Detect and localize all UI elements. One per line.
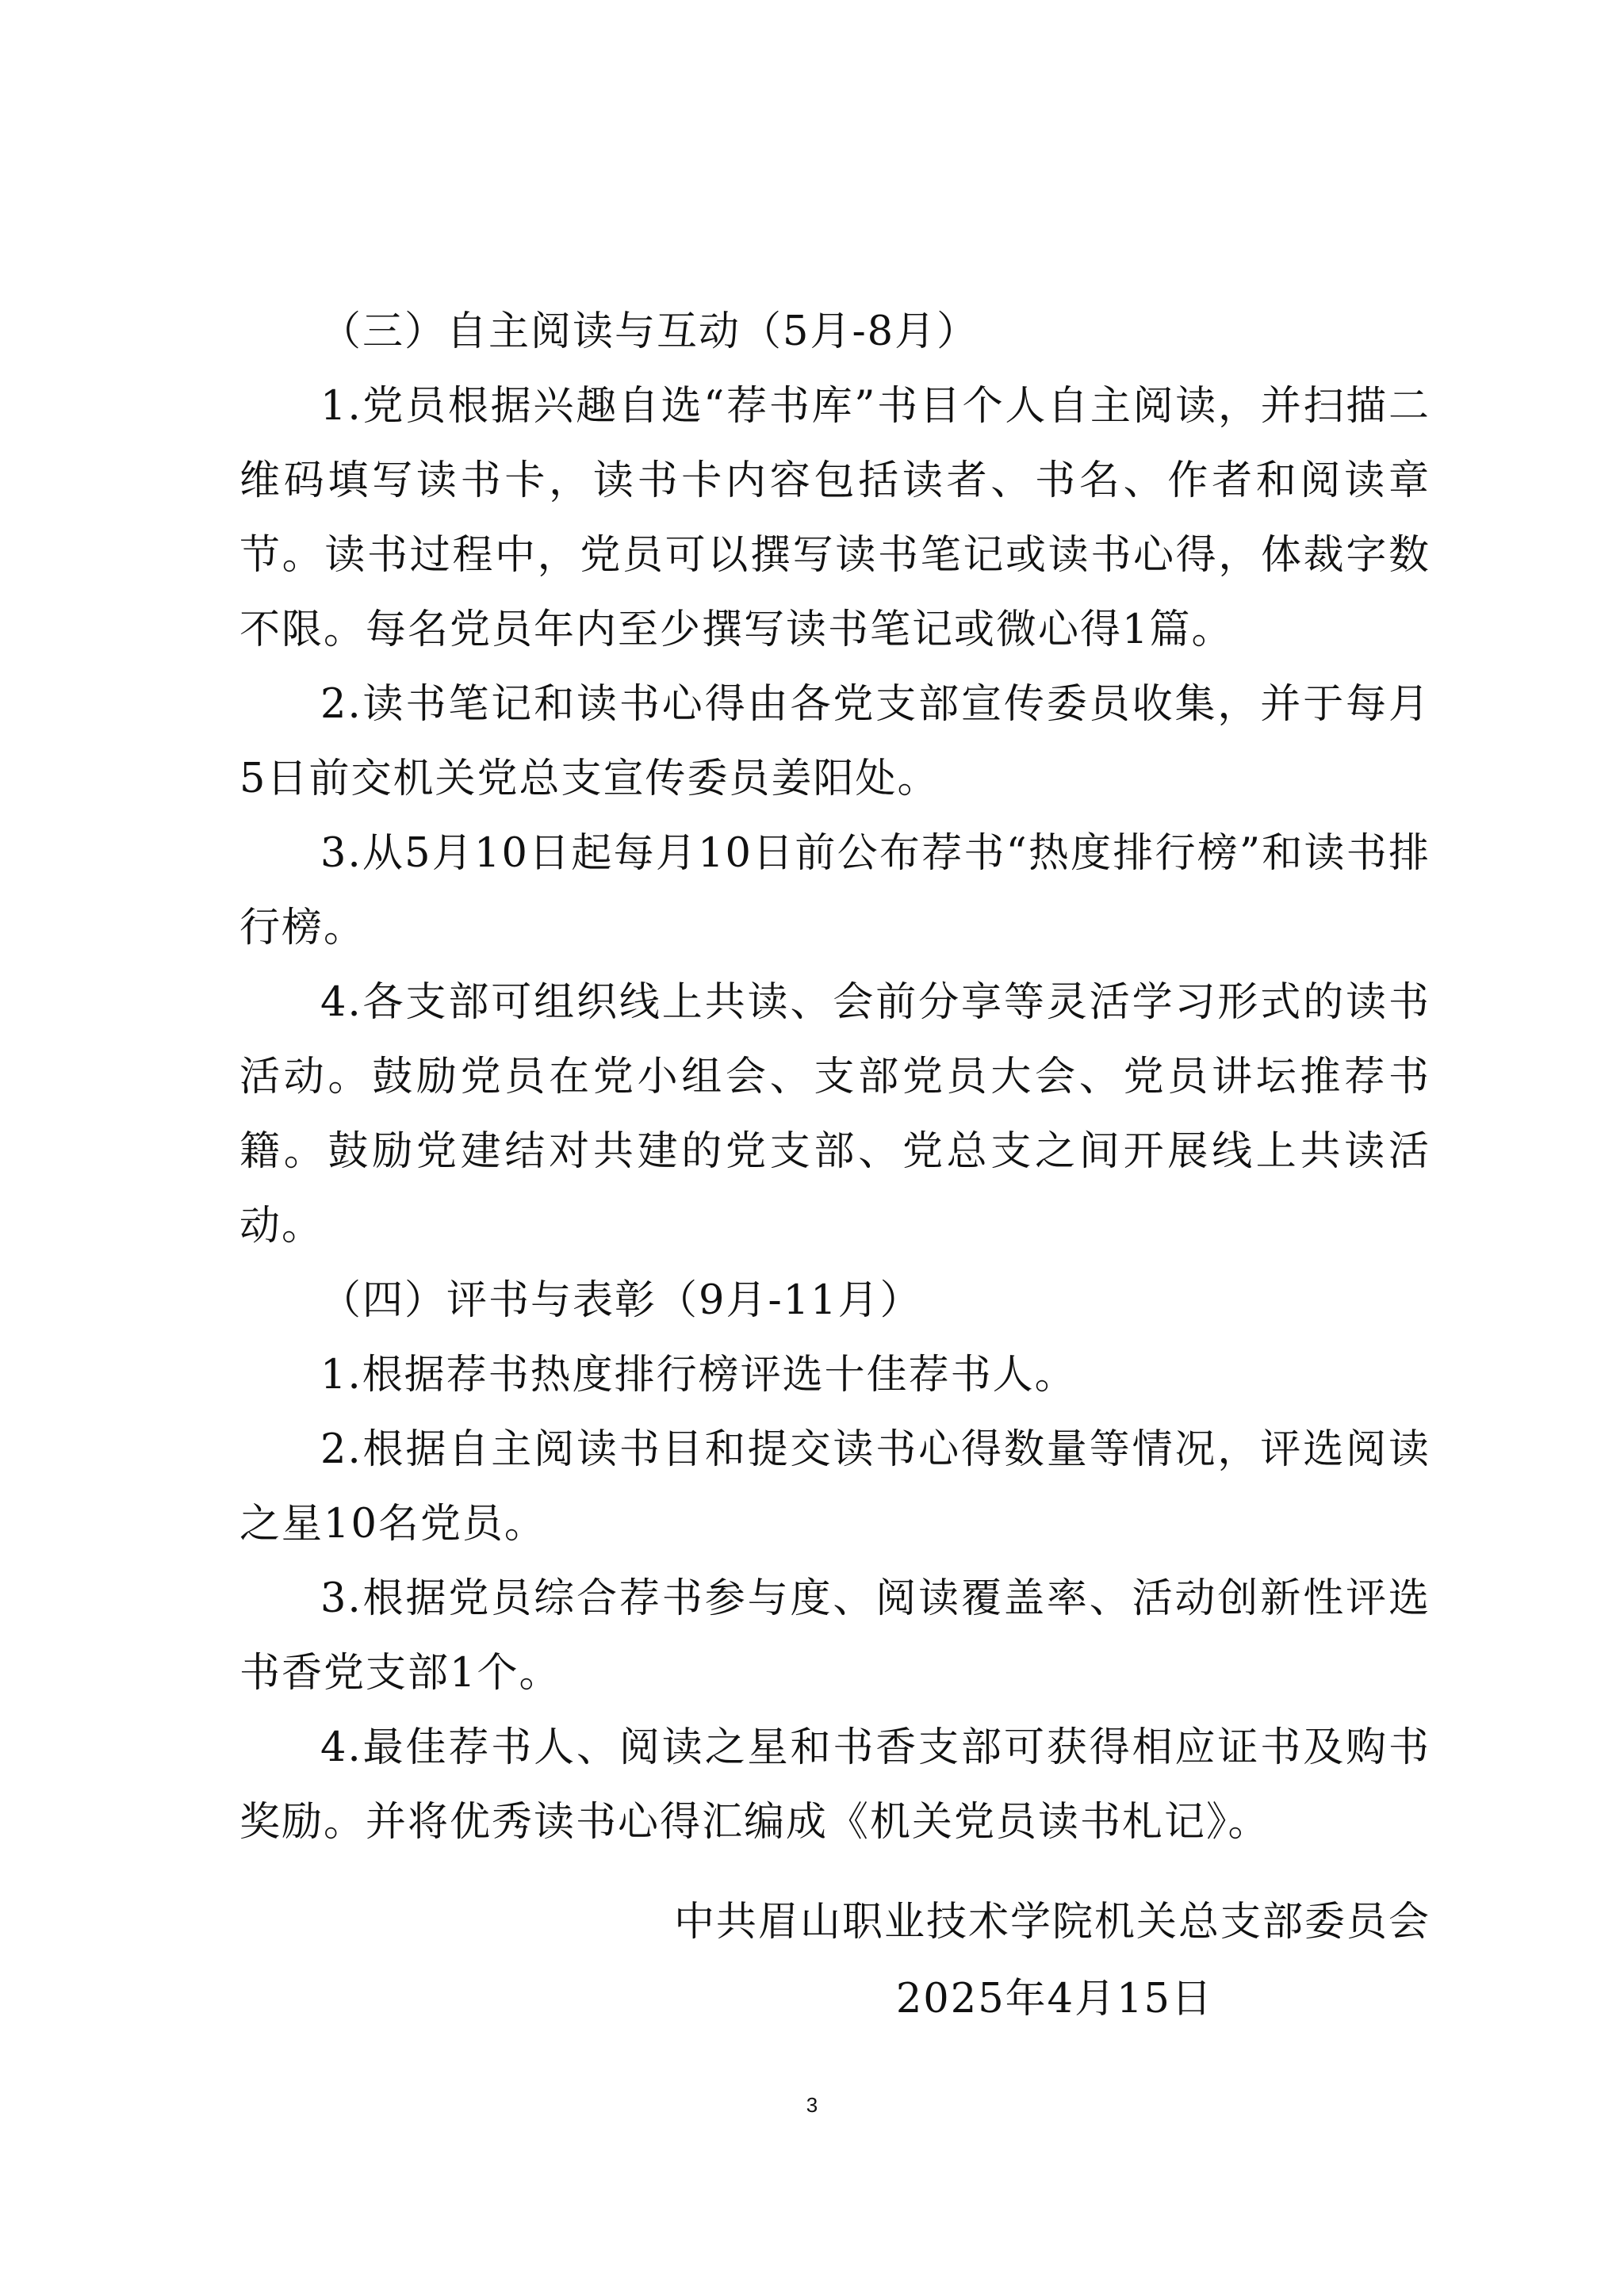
signature-organization: 中共眉山职业技术学院机关总支部委员会 [673, 1899, 1431, 1946]
section-heading-3: （三）自主阅读与互动（5月-8月） [320, 308, 979, 355]
paragraph: 1.根据荐书热度排行榜评选十佳荐书人。 [320, 1352, 1077, 1399]
paragraph: 2.根据自主阅读书目和提交读书心得数量等情况，评选阅读之星10名党员。 [239, 1426, 1431, 1548]
signature-date: 2025年4月15日 [895, 1976, 1213, 2022]
paragraph: 4.各支部可组织线上共读、会前分享等灵活学习形式的读书活动。鼓励党员在党小组会、支部党员大会、党员讲坛推荐书籍。鼓励党建结对共建的党支部、党总支之间开展线上共读活动。 [239, 979, 1431, 1249]
paragraph: 1.党员根据兴趣自选“荐书库”书目个人自主阅读，并扫描二维码填写读书卡，读书卡内容包括读者、书名、作者和阅读章节。读书过程中，党员可以撰写读书笔记或读书心得，体裁字数不限。每名党员年内至少撰写读书笔记或微心得1篇。 [239, 383, 1431, 653]
page-number: 3 [806, 2093, 818, 2117]
paragraph: 3.根据党员综合荐书参与度、阅读覆盖率、活动创新性评选书香党支部1个。 [239, 1575, 1431, 1697]
body-text [239, 295, 1431, 1860]
paragraph: 2.读书笔记和读书心得由各党支部宣传委员收集，并于每月5日前交机关党总支宣传委员姜阳处。 [239, 681, 1431, 802]
paragraph: 3.从5月10日起每月10日前公布荐书“热度排行榜”和读书排行榜。 [239, 830, 1431, 951]
paragraph: 4.最佳荐书人、阅读之星和书香支部可获得相应证书及购书奖励。并将优秀读书心得汇编成《机关党员读书札记》。 [239, 1724, 1431, 1846]
section-heading-4: （四）评书与表彰（9月-11月） [320, 1277, 922, 1324]
